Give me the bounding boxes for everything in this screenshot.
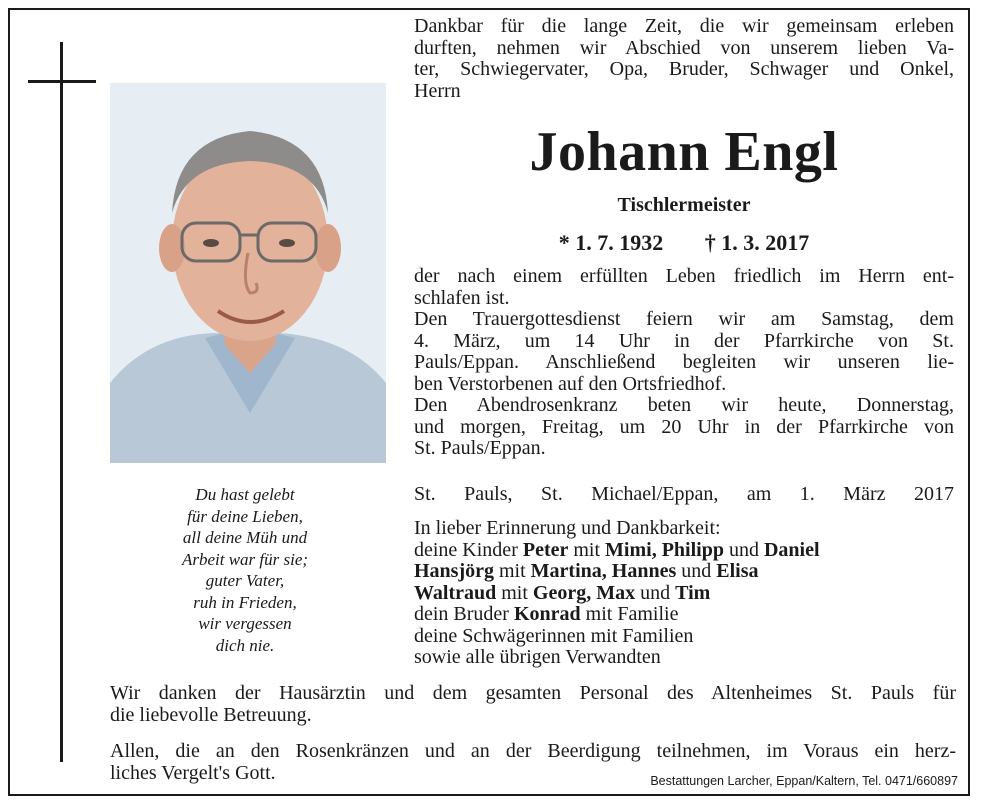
body-line: Pauls/Eppan. Anschließend begleiten wir unseren lie- [414,351,954,373]
cross-icon-bar [28,80,96,83]
body-line: der nach einem erfüllten Leben friedlich im Herrn ent- [414,265,954,287]
intro-line: ter, Schwiegervater, Opa, Bruder, Schwager und Onkel, [414,58,954,80]
body-line: und morgen, Freitag, um 20 Uhr in der Pfarrkirche von [414,415,954,438]
rosary-line: liches Vergelt's Gott. [110,762,276,784]
acknowledgements [110,682,956,784]
family-line: Waltraud mit Georg, Max und Tim [414,581,711,604]
intro-line: durften, nehmen wir Abschied von unserem lieben Va- [414,36,954,59]
birth-date: * 1. 7. 1932 [558,230,664,255]
death-date: † 1. 3. 2017 [704,230,810,255]
intro-line: Herrn [414,79,461,102]
poem-line: ruh in Frieden, [193,592,297,612]
deceased-name: Johann Engl [529,121,839,183]
thanks-line: Wir danken der Hausärztin und dem gesamten Personal des Altenheimes St. Pauls für [110,682,956,704]
poem-line: Arbeit war für sie; [181,549,309,569]
body-line: ben Verstorbenen auf den Ortsfriedhof. [414,372,727,395]
poem-line: wir vergessen [198,614,292,633]
poem-line: all deine Müh und [182,528,308,547]
life-dates [414,230,954,256]
family-line: Hansjörg mit Martina, Hannes und Elisa [414,560,759,582]
body-line: Den Trauergottesdienst feiern wir am Samstag, dem [414,308,954,330]
body-line: Den Abendrosenkranz beten wir heute, Donnerstag, [414,394,954,416]
family-line: deine Kinder Peter mit Mimi, Philipp und Daniel [414,538,820,561]
portrait-photo [110,83,386,463]
poem-line: guter Vater, [205,571,285,590]
family-line: sowie alle übrigen Verwandten [414,646,661,668]
family-intro: In lieber Erinnerung und Dankbarkeit: [414,517,721,539]
intro-line: Dankbar für die lange Zeit, die wir gemeinsam erleben [414,15,954,37]
family-line: dein Bruder Konrad mit Familie [414,603,679,625]
rosary-line: Allen, die an den Rosenkränzen und an der Beerdigung teilnehmen, im Voraus ein herz- [110,740,956,762]
family-list [414,518,954,669]
body-line: St. Pauls/Eppan. [414,437,546,459]
body-line: 4. März, um 14 Uhr in der Pfarrkirche von St. [414,329,954,352]
poem-line: für deine Lieben, [187,506,303,526]
occupation: Tischlermeister [617,194,751,216]
family-line: deine Schwägerinnen mit Familien [414,624,694,647]
body-line: schlafen ist. [414,286,510,309]
intro-paragraph [414,16,954,102]
poem-line: Du hast gelebt [195,485,295,504]
funeral-home-credit: Bestattungen Larcher, Eppan/Kaltern, Tel. 0471/660897 [650,774,958,788]
cross-icon [60,42,63,762]
memorial-poem [130,484,360,656]
service-details [414,266,954,460]
poem-line: dich nie. [215,635,275,655]
place-date-line: St. Pauls, St. Michael/Eppan, am 1. März 2017 [414,483,954,505]
thanks-line: die liebevolle Betreuung. [110,704,312,726]
place-and-date [414,484,954,506]
